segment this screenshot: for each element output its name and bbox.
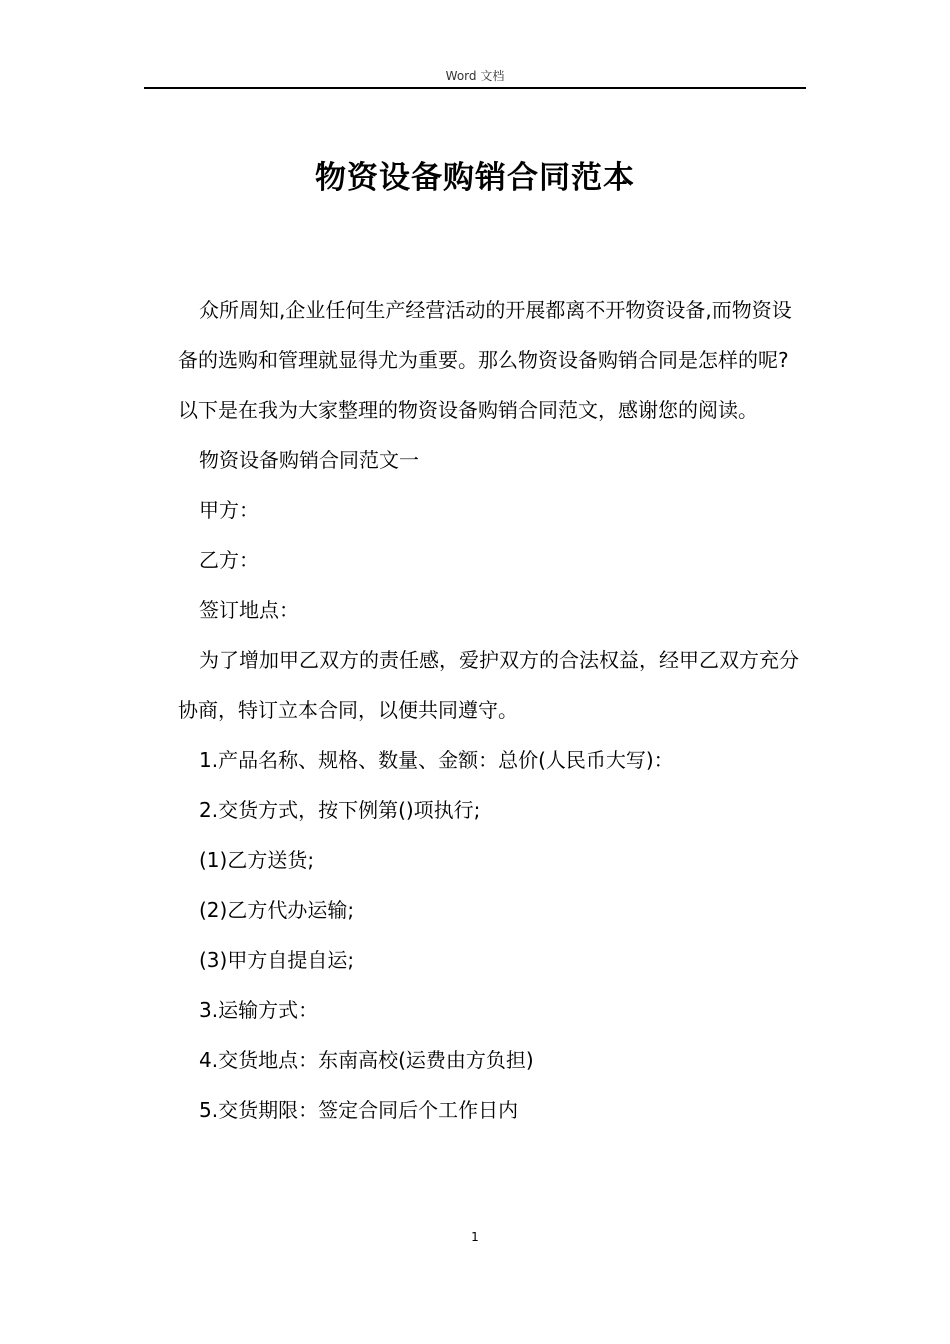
clause-2-option-2: (2)乙方代办运输; bbox=[199, 898, 355, 922]
page-number: 1 bbox=[471, 1230, 479, 1244]
document-body bbox=[178, 285, 806, 1135]
clause-2: 2.交货方式，按下例第()项执行; bbox=[199, 798, 481, 822]
clause-3: 3.运输方式： bbox=[199, 998, 319, 1022]
section-heading: 物资设备购销合同范文一 bbox=[199, 448, 419, 472]
party-b-line: 乙方： bbox=[199, 548, 259, 572]
page-header-label: Word 文档 bbox=[445, 69, 505, 83]
intro-paragraph: 众所周知,企业任何生产经营活动的开展都离不开物资设备,而物资设备的选购和管理就显得尤为重要。那么物资设备购销合同是怎样的呢?以下是在我为大家整理的物资设备购销合同范文，感谢您的阅读。 bbox=[178, 298, 792, 422]
party-a-line: 甲方： bbox=[199, 498, 259, 522]
header-divider bbox=[144, 87, 806, 89]
clause-2-option-3: (3)甲方自提自运; bbox=[199, 948, 355, 972]
clause-1: 1.产品名称、规格、数量、金额：总价(人民币大写)： bbox=[199, 748, 674, 772]
document-title: 物资设备购销合同范本 bbox=[315, 160, 635, 196]
clause-2-option-1: (1)乙方送货; bbox=[199, 848, 315, 872]
clause-4: 4.交货地点：东南高校(运费由方负担) bbox=[199, 1048, 534, 1072]
clause-5: 5.交货期限：签定合同后个工作日内 bbox=[199, 1098, 519, 1122]
signing-place-line: 签订地点： bbox=[199, 598, 299, 622]
preamble-paragraph: 为了增加甲乙双方的责任感，爱护双方的合法权益，经甲乙双方充分协商，特订立本合同，以便共同遵守。 bbox=[178, 648, 799, 722]
